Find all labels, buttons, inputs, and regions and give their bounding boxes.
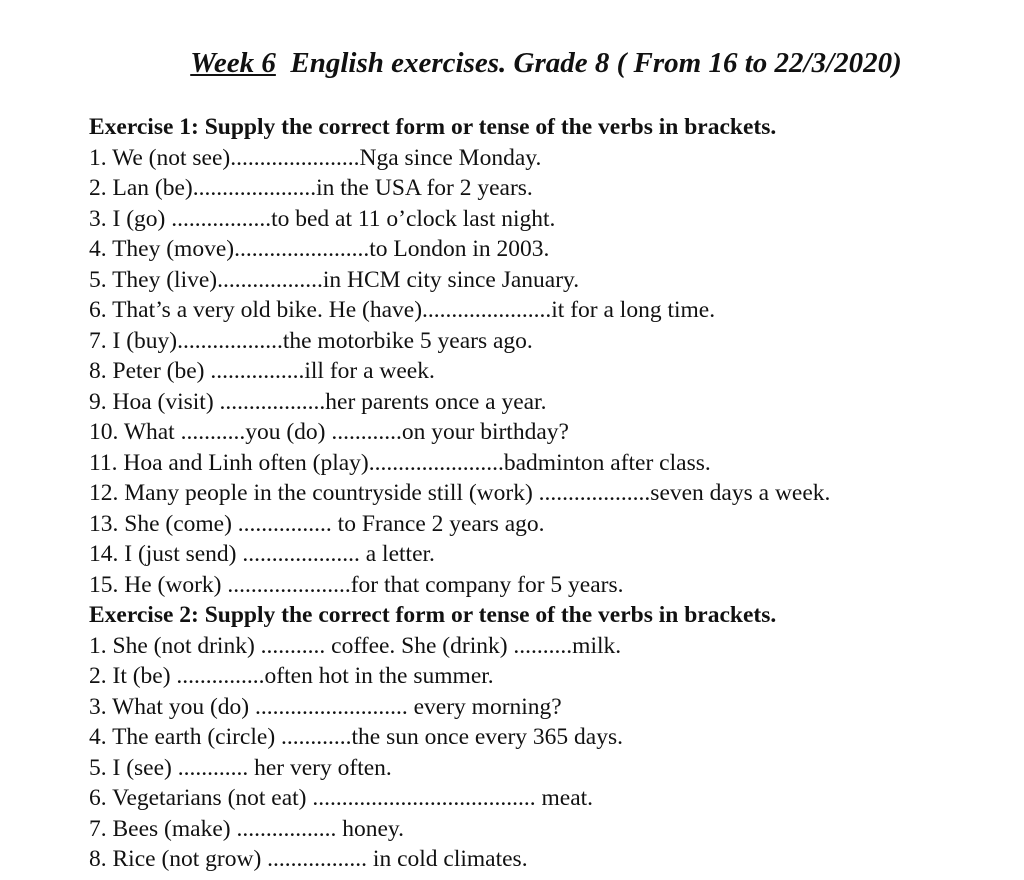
exercise-1-item: 4. They (move).......................to London in 2003. [89,236,550,262]
exercise-1-item: 13. She (come) ................ to France 2 years ago. [89,510,545,537]
exercise-2-heading: Exercise 2: Supply the correct form or tense of the verbs in brackets. [89,602,777,628]
exercise-2-item: 2. It (be) ...............often hot in the summer. [89,663,494,689]
exercise-1-item: 2. Lan (be).....................in the USA for 2 years. [89,175,533,201]
title-rest: English exercises. Grade 8 ( From 16 to 22/3/2020) [290,47,902,79]
exercise-2-item: 5. I (see) ............ her very often. [89,754,392,781]
exercise-1-item: 15. He (work) .....................for that company for 5 years. [89,571,624,598]
exercise-2-item: 1. She (not drink) ........... coffee. She (drink) ..........milk. [89,632,622,659]
exercise-1-item: 11. Hoa and Linh often (play).......................badminton after class. [89,449,711,476]
exercise-1-item: 7. I (buy)..................the motorbike 5 years ago. [89,327,533,354]
exercise-1-item: 1. We (not see)......................Nga since Monday. [89,144,542,171]
exercise-2-item: 4. The earth (circle) ............the sun once every 365 days. [89,724,624,750]
title-week: Week 6 [190,47,276,79]
exercise-1-item: 6. That’s a very old bike. He (have)......................it for a long time. [89,297,716,323]
exercise-1-item: 3. I (go) .................to bed at 11 o’clock last night. [89,205,556,232]
exercise-1-heading: Exercise 1: Supply the correct form or tense of the verbs in brackets. [89,114,777,140]
exercise-1-item: 12. Many people in the countryside still (work) ...................seven days a week. [89,480,831,506]
exercise-2-item: 6. Vegetarians (not eat) ...................................... meat. [89,785,594,811]
exercise-2-item: 3. What you (do) .......................... every morning? [89,693,562,720]
exercise-1-item: 8. Peter (be) ................ill for a week. [89,358,435,384]
exercise-1-item: 10. What ...........you (do) ............on your birthday? [89,419,569,445]
page-title [0,45,1024,81]
exercise-1-item: 14. I (just send) .................... a letter. [89,541,435,567]
exercise-1-item: 5. They (live)..................in HCM city since January. [89,266,580,293]
worksheet-body [89,112,1019,875]
exercise-2-item: 8. Rice (not grow) ................. in cold climates. [89,846,528,872]
exercise-1-item: 9. Hoa (visit) ..................her parents once a year. [89,388,547,415]
exercise-2-item: 7. Bees (make) ................. honey. [89,815,405,842]
